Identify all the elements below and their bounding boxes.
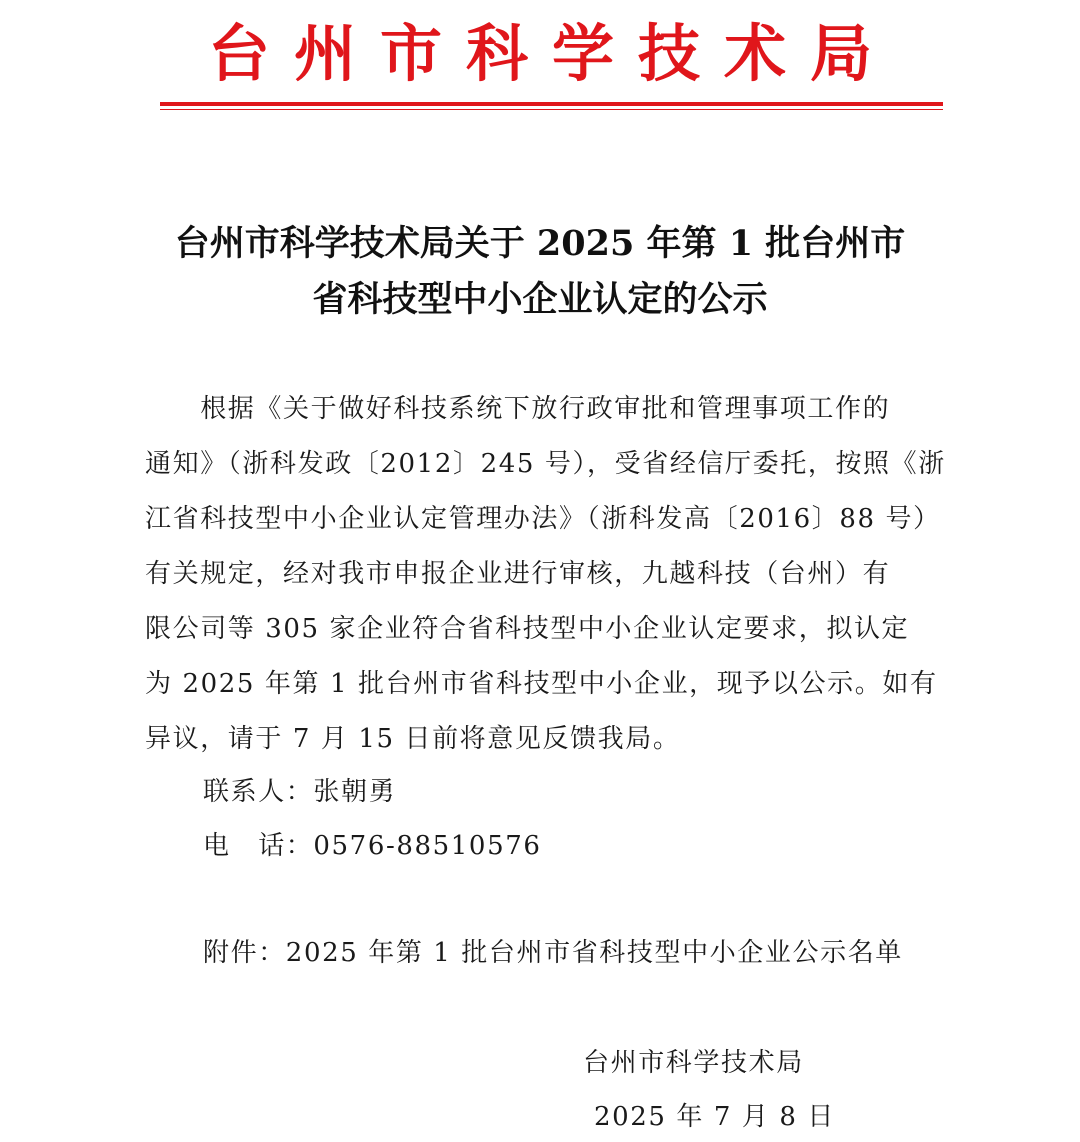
signature-org: 台州市科学技术局 — [583, 1048, 804, 1078]
signature-date: 2025 年 7 月 8 日 — [594, 1102, 835, 1132]
attachment-note: 附件：2025 年第 1 批台州市省科技型中小企业公示名单 — [203, 938, 903, 968]
body-line: 异议，请于 7 月 15 日前将意见反馈我局。 — [145, 724, 681, 754]
body-line: 根据《关于做好科技系统下放行政审批和管理事项工作的 — [145, 394, 891, 424]
body-line: 为 2025 年第 1 批台州市省科技型中小企业，现予以公示。如有 — [145, 669, 938, 699]
document-title — [120, 216, 960, 328]
letterhead-title: 台州市科学技术局 — [207, 17, 896, 90]
body-line: 江省科技型中小企业认定管理办法》（浙科发高〔2016〕88 号） — [145, 504, 941, 534]
body-line: 限公司等 305 家企业符合省科技型中小企业认定要求，拟认定 — [145, 614, 910, 644]
document-title-line-1: 台州市科学技术局关于 2025 年第 1 批台州市 — [174, 223, 906, 264]
body-line: 有关规定，经对我市申报企业进行审核，九越科技（台州）有 — [145, 559, 891, 589]
letterhead-red-rule — [160, 102, 943, 106]
document-title-line-2: 省科技型中小企业认定的公示 — [312, 279, 768, 320]
document-body — [145, 382, 945, 767]
contact-phone: 电 话：0576-88510576 — [203, 831, 542, 861]
contact-person: 联系人：张朝勇 — [203, 777, 397, 807]
body-line: 通知》（浙科发政〔2012〕245 号），受省经信厅委托，按照《浙 — [145, 449, 946, 479]
letterhead-red-rule-thin — [160, 109, 943, 110]
